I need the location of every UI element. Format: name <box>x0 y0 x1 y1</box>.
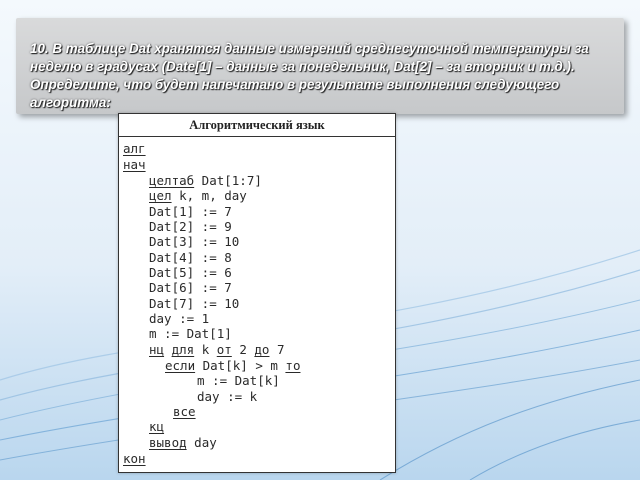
code-line <box>149 280 232 295</box>
code-text: Dat[4] := 8 <box>149 250 232 265</box>
algorithm-panel <box>118 113 396 473</box>
code-keyword: все <box>173 404 196 419</box>
code-keyword: для <box>171 342 195 357</box>
code-text: m := Dat[k] <box>197 373 280 388</box>
code-keyword: кц <box>149 419 165 434</box>
code-keyword: если <box>165 358 196 373</box>
code-line <box>149 419 164 434</box>
code-line <box>173 404 196 419</box>
code-text: k, m, day <box>171 188 247 203</box>
task-title-box <box>16 18 624 114</box>
code-text: Dat[5] := 6 <box>149 265 232 280</box>
code-line <box>149 435 217 450</box>
code-keyword: нач <box>123 157 146 172</box>
code-text: day <box>186 435 217 450</box>
code-text: day := k <box>197 389 258 404</box>
code-line <box>149 326 232 341</box>
code-keyword: то <box>285 358 301 373</box>
code-text: 2 <box>231 342 255 357</box>
code-text: Dat[2] := 9 <box>149 219 232 234</box>
code-text <box>164 342 172 357</box>
code-keyword: кон <box>123 451 146 466</box>
code-text: Dat[6] := 7 <box>149 280 232 295</box>
code-line <box>149 342 285 357</box>
code-line <box>197 389 257 404</box>
code-line <box>123 157 146 172</box>
code-text: Dat[1:7] <box>194 173 262 188</box>
code-line <box>149 311 209 326</box>
task-text: 10. В таблице Dat хранятся данные измерений среднесуточной температуры за неделю в градусах (Date[1] – данные за понедельник, Dat[2] – за вторник и т.д.). Определите, что будет напечатано в результате выполнения следующего алгоритма: <box>30 41 589 110</box>
code-keyword: нц <box>149 342 165 357</box>
code-line <box>149 188 247 203</box>
code-line <box>165 358 300 373</box>
code-keyword: целтаб <box>149 173 195 188</box>
code-line <box>149 204 232 219</box>
code-line <box>149 265 232 280</box>
code-keyword: от <box>216 342 232 357</box>
code-keyword: алг <box>123 141 146 156</box>
code-line <box>149 296 239 311</box>
code-line <box>123 141 146 156</box>
code-line <box>149 234 239 249</box>
code-keyword: цел <box>149 188 172 203</box>
code-text: Dat[7] := 10 <box>149 296 240 311</box>
code-text: day := 1 <box>149 311 210 326</box>
code-text: k <box>194 342 217 357</box>
code-text: Dat[1] := 7 <box>149 204 232 219</box>
code-line <box>197 373 280 388</box>
code-keyword: до <box>254 342 270 357</box>
code-line <box>149 173 262 188</box>
code-text: m := Dat[1] <box>149 326 232 341</box>
code-keyword: вывод <box>149 435 187 450</box>
code-text: Dat[3] := 10 <box>149 234 240 249</box>
code-line <box>149 250 232 265</box>
code-line <box>149 219 232 234</box>
code-text: Dat[k] > m <box>195 358 286 373</box>
code-line <box>123 451 146 466</box>
algorithm-panel-header: Алгоритмический язык <box>119 114 395 137</box>
code-text: 7 <box>269 342 285 357</box>
